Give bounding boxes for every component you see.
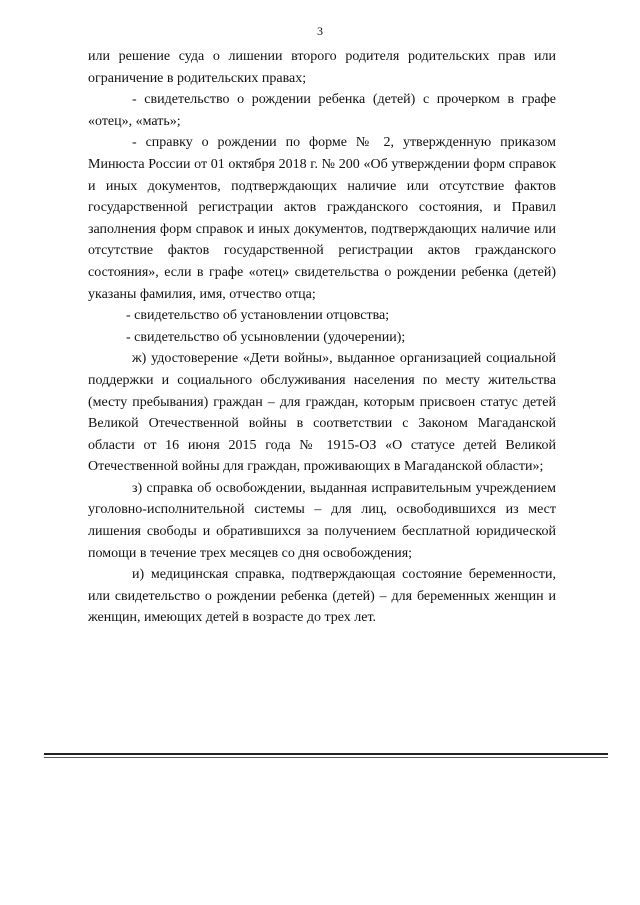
paragraph-children-of-war: ж) удостоверение «Дети войны», выданное организацией социальной поддержки и социального обслуживания населения по месту жительства (месту пребывания) граждан – для граждан, которым присвоен статус детей Великой Отечественной войны в соответствии с Законом Магаданской области от 16 июня 2015 года № 1915-ОЗ «О статусе детей Великой Отечественной войны для граждан, проживающих в Магаданской области»; xyxy=(88,351,556,475)
bottom-rule xyxy=(44,753,608,755)
document-body xyxy=(88,46,556,629)
page-number: 3 xyxy=(317,24,323,38)
paragraph-birth-form-2: - справку о рождении по форме № 2, утвержденную приказом Минюста России от 01 октября 2018 г. № 200 «Об утверждении форм справок и иных документов, подтверждающих наличие или отсутствие фактов государственной регистрации актов гражданского состояния, и Правил заполнения форм справок и иных документов, подтверждающих наличие или отсутствие фактов государственной регистрации актов гражданского состояния», если в графе «отец» свидетельства о рождении ребенка (детей) указаны фамилия, имя, отчество отца; xyxy=(88,135,556,302)
paragraph-parental-rights: или решение суда о лишении второго родителя родительских прав или ограничение в родительских правах; xyxy=(88,49,556,86)
bottom-rule-thin xyxy=(44,757,608,758)
paragraph-release-certificate: з) справка об освобождении, выданная исправительным учреждением уголовно-исполнительной системы – для лиц, освободившихся из мест лишения свободы и обратившихся за получением бесплатной юридической помощи в течение трех месяцев со дня освобождения; xyxy=(88,480,556,561)
paragraph-birth-certificate-dash: - свидетельство о рождении ребенка (детей) с прочерком в графе «отец», «мать»; xyxy=(88,92,556,129)
paragraph-medical-certificate: и) медицинская справка, подтверждающая состояние беременности, или свидетельство о рождении ребенка (детей) – для беременных женщин и женщин, имеющих детей в возрасте до трех лет. xyxy=(88,567,556,626)
paragraph-adoption-certificate: - свидетельство об усыновлении (удочерении); xyxy=(126,329,406,345)
paragraph-paternity-certificate: - свидетельство об установлении отцовства; xyxy=(126,308,390,324)
